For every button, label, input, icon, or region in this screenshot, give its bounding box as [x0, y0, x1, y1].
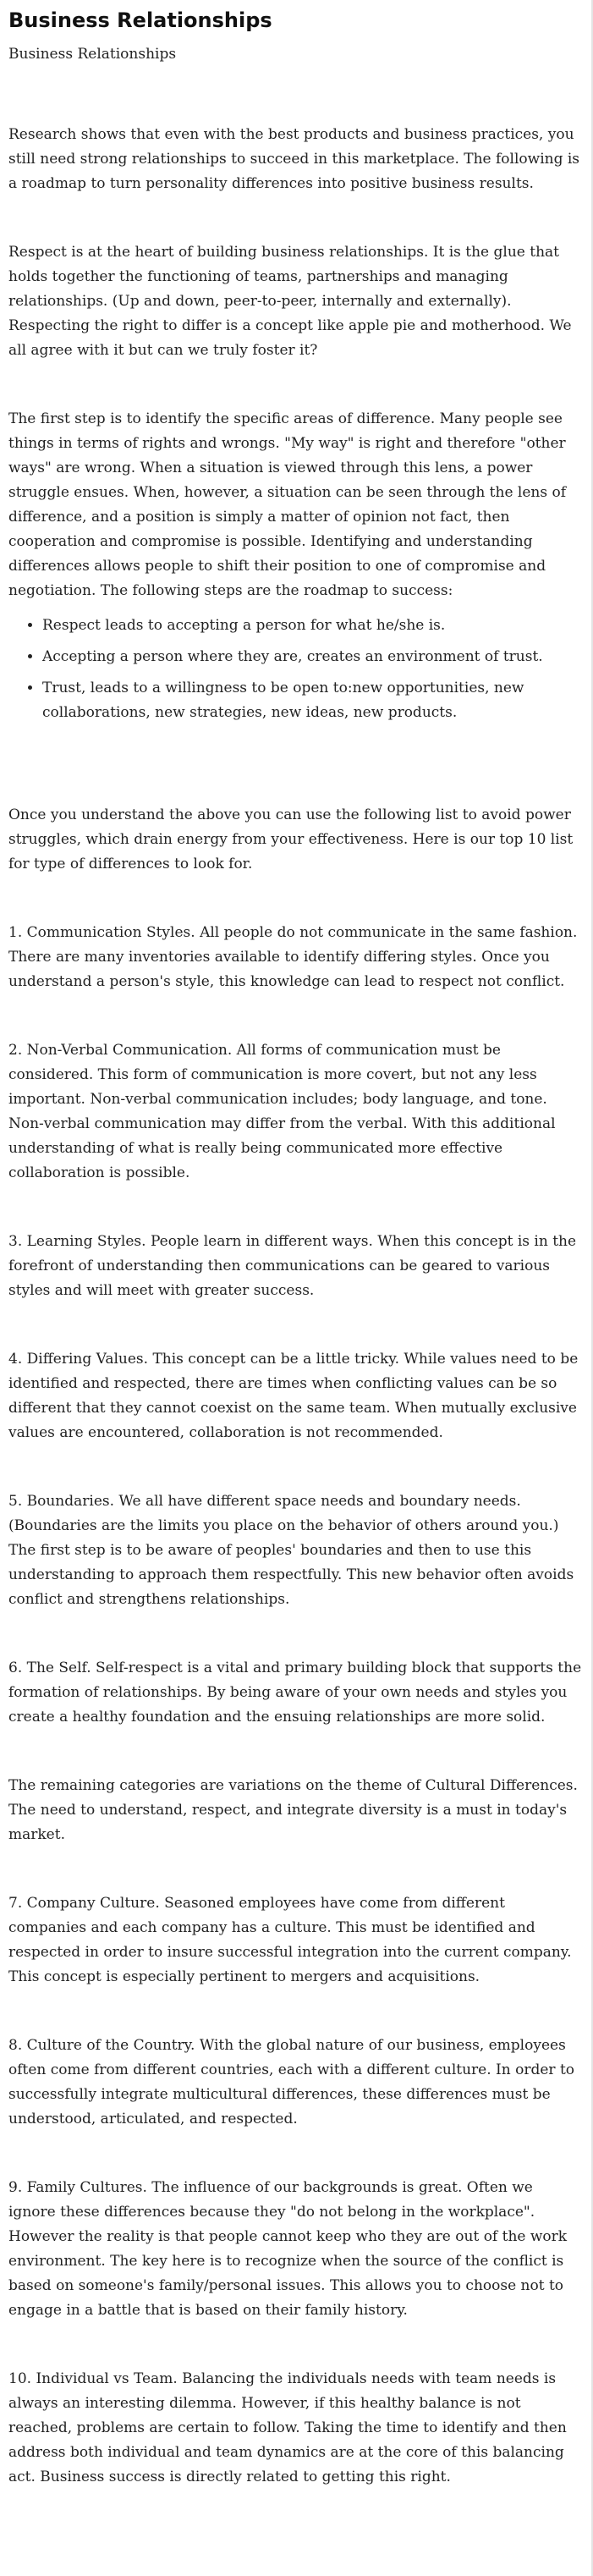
paragraph-country-culture: 8. Culture of the Country. With the global nature of our business, employees often come from different countries, each with a different culture. In order to successfully integrate multicultural differences, these differences must be understood, articulated, and respected.: [8, 2037, 575, 2127]
paragraph-non-verbal: 2. Non-Verbal Communication. All forms of communication must be considered. This form of communication is more covert, but not any less important. Non-verbal communication includes; body language, and tone. Non-verbal communication may differ from the verbal. With this additional understanding of what is really being communicated more effective collaboration is possible.: [8, 1042, 556, 1181]
paragraph-intro: Research shows that even with the best products and business practices, you still need strong relationships to succeed in this marketplace. The following is a roadmap to turn personality differences into positive business results.: [8, 126, 580, 192]
paragraph-company-culture: 7. Company Culture. Seasoned employees have come from different companies and each company has a culture. This must be identified and respected in order to insure successful integration into the current company. This concept is especially pertinent to mergers and acquisitions.: [8, 1895, 572, 1985]
article: [8, 7, 584, 2534]
page-subtitle: Business Relationships: [8, 46, 177, 63]
paragraph-family-cultures: 9. Family Cultures. The influence of our backgrounds is great. Often we ignore these differences because they "do not belong in the workplace". However the reality is that people cannot keep who they are out of the work environment. The key here is to recognize when the source of the conflict is based on someone's family/personal issues. This allows you to choose not to engage in a battle that is based on their family history.: [8, 2179, 568, 2319]
list-item: • Accepting a person where they are, creates an environment of trust.: [42, 645, 584, 669]
paragraph-first-step: The first step is to identify the specific areas of difference. Many people see things in terms of rights and wrongs. "My way" is right and therefore "other ways" are wrong. When a situation is viewed through this lens, a power struggle ensues. When, however, a situation can be seen through the lens of difference, and a position is simply a matter of opinion not fact, then cooperation and compromise is possible. Identifying and understanding differences allows people to shift their position to one of compromise and negotiation. The following steps are the roadmap to success:: [8, 410, 567, 599]
paragraph-boundaries: 5. Boundaries. We all have different space needs and boundary needs. (Boundaries are the limits you place on the behavior of others around you.) The first step is to be aware of peoples' boundaries and then to use this understanding to approach them respectfully. This new behavior often avoids conflict and strengthens relationships.: [8, 1493, 574, 1608]
roadmap-list: [8, 614, 584, 725]
list-item: • Respect leads to accepting a person for what he/she is.: [42, 614, 584, 638]
paragraph-communication-styles: 1. Communication Styles. All people do not communicate in the same fashion. There are many inventories available to identify differing styles. Once you understand a person's style, this knowledge can lead to respect not conflict.: [8, 924, 578, 990]
paragraph-learning-styles: 3. Learning Styles. People learn in different ways. When this concept is in the forefront of understanding then communications can be geared to various styles and will meet with greater success.: [8, 1233, 577, 1299]
paragraph-differing-values: 4. Differing Values. This concept can be a little tricky. While values need to be identified and respected, there are times when conflicting values can be so different that they cannot coexist on the same team. When mutually exclusive values are encountered, collaboration is not recommended.: [8, 1351, 579, 1441]
paragraph-individual-vs-team: 10. Individual vs Team. Balancing the individuals needs with team needs is always an interesting dilemma. However, if this healthy balance is not reached, problems are certain to follow. Taking the time to identify and then address both individual and team dynamics are at the core of this balancing act. Business success is directly related to getting this right.: [8, 2370, 567, 2485]
paragraph-respect: Respect is at the heart of building business relationships. It is the glue that holds together the functioning of teams, partnerships and managing relationships. (Up and down, peer-to-peer, internally and externally). Respecting the right to differ is a concept like apple pie and motherhood. We all agree with it but can we truly foster it?: [8, 244, 572, 359]
page-title: Business Relationships: [8, 8, 272, 32]
paragraph-the-self: 6. The Self. Self-respect is a vital and primary building block that supports the formation of relationships. By being aware of your own needs and styles you create a healthy foundation and the ensuing relationships are more solid.: [8, 1660, 582, 1726]
paragraph-top-ten-intro: Once you understand the above you can use the following list to avoid power struggles, which drain energy from your effectiveness. Here is our top 10 list for type of differences to look for.: [8, 806, 574, 872]
list-item: • Trust, leads to a willingness to be open to:new opportunities, new collaborations, new strategies, new ideas, new products.: [42, 676, 584, 725]
paragraph-cultural-differences: The remaining categories are variations on the theme of Cultural Differences. The need to understand, respect, and integrate diversity is a must in today's market.: [8, 1777, 578, 1843]
